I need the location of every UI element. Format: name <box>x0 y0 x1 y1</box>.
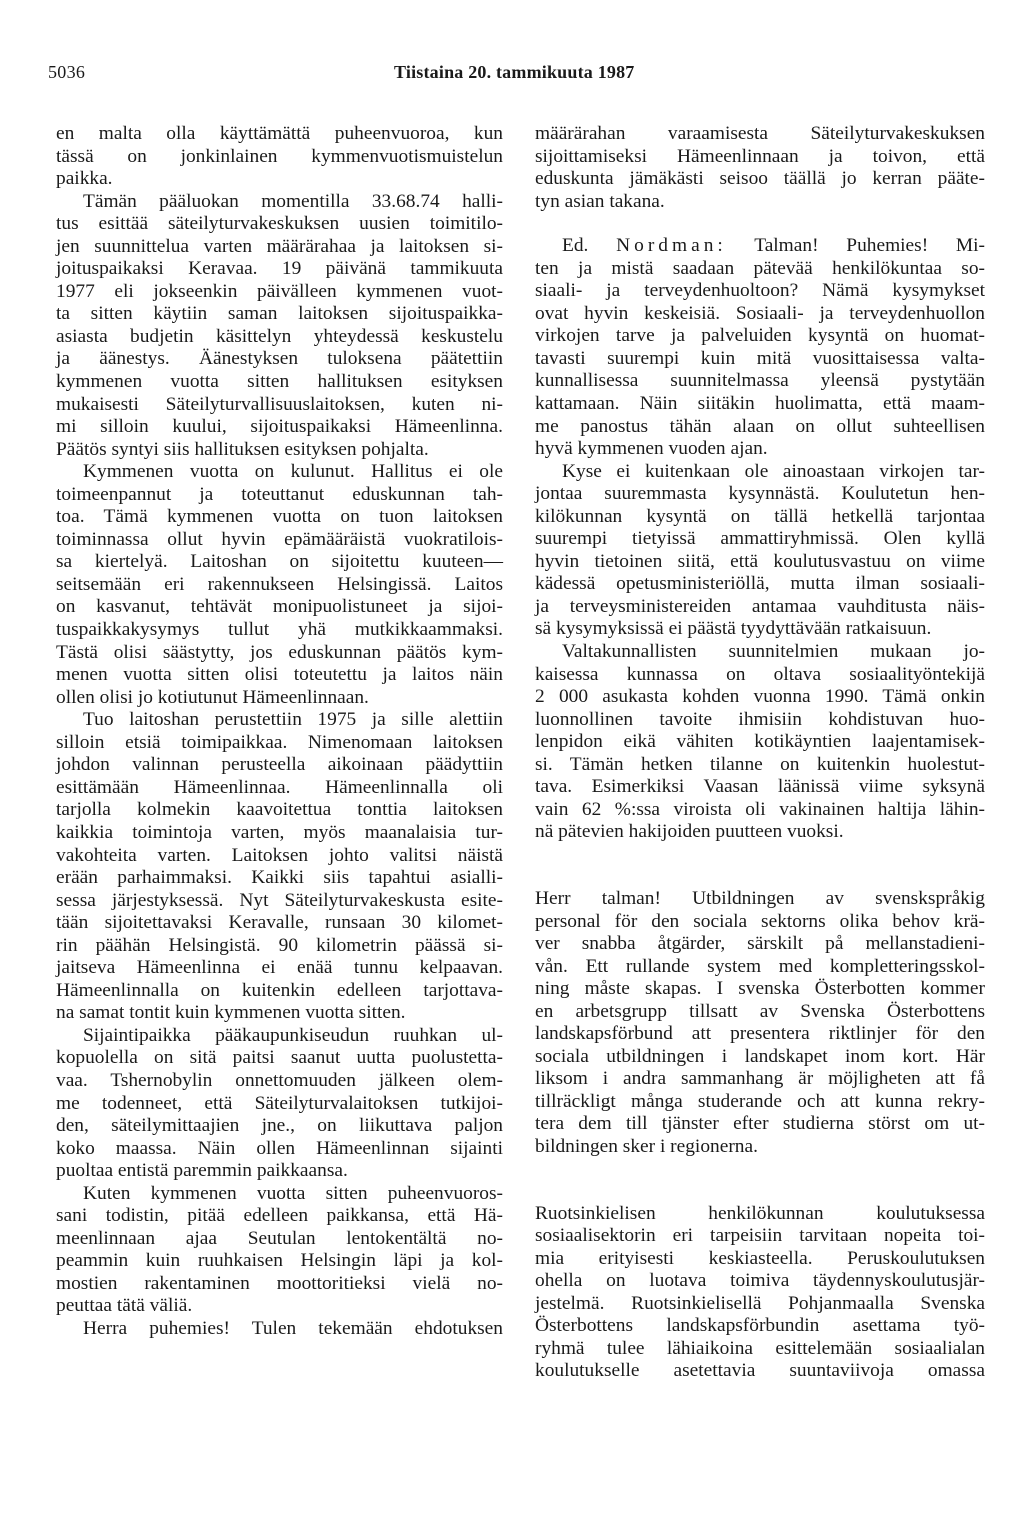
right-column <box>535 123 985 1383</box>
text-line: on kasvanut, tehtävät monipuolistuneet ja sijoi- <box>56 596 503 618</box>
header-date: Tiistaina 20. tammikuuta 1987 <box>394 62 635 82</box>
text-line: tera dem till tjänster efter studierna störst om ut- <box>535 1113 985 1135</box>
page-header <box>48 62 973 88</box>
text-line: kymmenen vuotta sitten hallituksen esityksen <box>56 371 503 393</box>
text-line: meenlinnaan ajaa Seutulan lentokentältä no- <box>56 1227 503 1249</box>
text-line: lenpidon eikä vähiten kotikäyntien laajentamisek- <box>535 731 985 753</box>
text-line: erään parhaimmaksi. Kaikki siis tapahtui asialli- <box>56 867 503 889</box>
text-line: tillräckligt många studerande och att kunna rekry- <box>535 1090 985 1112</box>
text-line: tyn asian takana. <box>535 190 665 212</box>
text-line: kaisessa kunnassa on oltava sosiaalityöntekijä <box>535 663 985 685</box>
text-line: personal för den sociala sektorns olika behov krä- <box>535 910 985 932</box>
text-line: toiminnassa ollut hyvin epämääräistä vuokratilois- <box>56 528 503 550</box>
text-line: jaitseva Hämeenlinna ei enää tunnu kelpaavan. <box>56 957 503 979</box>
text-line: Herra puhemies! Tulen tekemään ehdotuksen <box>83 1317 503 1339</box>
speaker-name: Nordman: <box>616 235 727 257</box>
text-line: Kyse ei kuitenkaan ole ainoastaan virkojen tar- <box>562 460 985 482</box>
text-line: ta sitten käytiin saman laitoksen sijoituspaikka- <box>56 303 503 325</box>
text-line: virkojen tarve ja palveluiden kysyntä on huomat- <box>535 325 985 347</box>
text-line: landskapsförbund att presentera riktlinjer för den <box>535 1023 985 1045</box>
text-line: Herr talman! Utbildningen av svenskspråkig <box>535 887 985 909</box>
speech-opening: Talman! Puhemies! Mi- <box>754 235 985 257</box>
text-line: tuspaikkakysymys tullut yhä mutkikkaammaksi. <box>56 619 503 641</box>
text-line: tava. Esimerkiksi Vaasan läänissä viime syksynä <box>535 776 985 798</box>
text-line: Sijaintipaikka pääkaupunkiseudun ruuhkan ul- <box>83 1024 503 1046</box>
text-line: kaikkia toimintoja varten, myös maanalaisia tur- <box>56 821 503 843</box>
text-line: Kymmenen vuotta on kulunut. Hallitus ei ole <box>83 461 503 483</box>
text-line: koko maassa. Näin ollen Hämeenlinnan sijainti <box>56 1137 503 1159</box>
text-line: puoltaa entistä paremmin paikkaansa. <box>56 1160 348 1182</box>
text-line: na samat tontit kuin kymmenen vuotta sitten. <box>56 1002 406 1024</box>
speaker-prefix: Ed. <box>562 235 589 257</box>
text-line: sosiaalisektorin eri tarpeisiin tarvitaan nopeita toi- <box>535 1225 985 1247</box>
text-line: Österbottens landskapsförbundin asettama työ- <box>535 1315 985 1337</box>
text-line: mi silloin kuului, sijoituspaikaksi Hämeenlinna. <box>56 416 503 438</box>
text-line: ollen olisi jo kotiutunut Hämeenlinnaan. <box>56 686 369 708</box>
text-line: kilökunnan kysyntä on tällä hetkellä tarjontaa <box>535 505 985 527</box>
speaker-line <box>535 235 985 258</box>
text-line: mukaisesti Säteilyturvallisuuslaitoksen, kuten ni- <box>56 393 503 415</box>
text-line: kunnallisessa suunnitelmassa yleensä pystytään <box>535 370 985 392</box>
page-number: 5036 <box>48 62 86 82</box>
text-line: suurempi tietyissä ammattiryhmissä. Olen kyllä <box>535 528 985 550</box>
text-line: sa kiertelyä. Laitoshan on sijoitettu kuuteen— <box>56 551 503 573</box>
text-line: tus esittää säteilyturvakeskuksen uusien toimitilo- <box>56 213 503 235</box>
text-line: sani todistin, pitää edelleen paikkansa, että Hä- <box>56 1205 503 1227</box>
left-column <box>56 123 503 1341</box>
text-line: jestelmä. Ruotsinkielisellä Pohjanmaalla Svenska <box>535 1292 985 1314</box>
text-line: rin päähän Helsingistä. 90 kilometrin päässä si- <box>56 934 503 956</box>
text-line: toimeenpannut ja toteuttanut eduskunnan tah- <box>56 483 503 505</box>
text-line: vakohteita varten. Laitoksen johto valitsi näistä <box>56 844 503 866</box>
text-line: ryhmä tulee lähiaikoina esittelemään sosiaalialan <box>535 1337 985 1359</box>
text-line: esittämään Hämeenlinnaa. Hämeenlinnalla oli <box>56 776 503 798</box>
paragraph-gap <box>535 213 985 235</box>
text-line: en malta olla käyttämättä puheenvuoroa, kun <box>56 123 503 144</box>
text-line: Päätös syntyi siis hallituksen esityksen pohjalta. <box>56 438 429 460</box>
text-line: siaali- ja terveydenhuoltoon? Nämä kysymykset <box>535 280 985 302</box>
text-line: Kuten kymmenen vuotta sitten puheenvuoros- <box>83 1182 503 1204</box>
text-line: 1977 eli jokseenkin päivälleen kymmenen vuot- <box>56 280 503 302</box>
text-line: mia erityisesti keskiasteella. Peruskoulutuksen <box>535 1247 985 1269</box>
text-line: ovat hyvin keskeisiä. Sosiaali- ja terveydenhuollon <box>535 302 985 324</box>
text-line: en arbetsgrupp tillsatt av Svenska Österbottens <box>535 1000 985 1022</box>
text-line: 2 000 asukasta kohden vuonna 1990. Tämä onkin <box>535 686 985 708</box>
text-line: menen vuotta sitten olisi toteutettu ja laitos näin <box>56 664 503 686</box>
text-line: eduskunta jämäkästi seisoo täällä jo kerran pääte- <box>535 168 985 190</box>
text-line: luonnollinen tavoite ihmisiin kohdistuvan huo- <box>535 708 985 730</box>
text-line: sä kysymyksissä ei päästä tyydyttävään ratkaisuun. <box>535 618 932 640</box>
text-line: ten ja mistä saadaan pätevää henkilökuntaa so- <box>535 257 985 279</box>
text-line: ver snabba åtgärder, särskilt på mellanstadieni- <box>535 933 985 955</box>
paragraph-gap <box>535 1159 985 1203</box>
text-line: peammin kuin ruuhkaisen Helsingin läpi ja kol- <box>56 1250 503 1272</box>
text-line: jen suunnittelua varten määrärahaa ja laitoksen si- <box>56 235 503 257</box>
text-line: tavasti suurempi kuin mitä vuosittaisessa valta- <box>535 347 985 369</box>
text-line: Hämeenlinnalla on kuitenkin edelleen tarjottava- <box>56 979 503 1001</box>
text-line: me todenneet, että Säteilyturvalaitoksen tutkijoi- <box>56 1092 503 1114</box>
text-line: peuttaa tätä väliä. <box>56 1295 193 1317</box>
text-line: Tämän pääluokan momentilla 33.68.74 halli- <box>83 190 503 212</box>
text-line: Tästä olisi säästytty, jos eduskunnan päätös kym- <box>56 641 503 663</box>
text-line: koulutukselle asetettavia suuntaviivoja omassa <box>535 1360 985 1382</box>
text-line: hyvin tietoinen siitä, että koulutusvastuu on viime <box>535 550 985 572</box>
text-line: tarjolla kolmekin kaavoitettua tonttia laitoksen <box>56 799 503 821</box>
text-line: Ruotsinkielisen henkilökunnan koulutuksessa <box>535 1202 985 1224</box>
text-line: Tuo laitoshan perustettiin 1975 ja sille alettiin <box>83 709 503 731</box>
text-line: määrärahan varaamisesta Säteilyturvakeskuksen <box>535 123 985 144</box>
text-line: Valtakunnallisten suunnitelmien mukaan jo- <box>562 641 985 663</box>
text-line: ohella on luotava toimiva täydennyskoulutusjär- <box>535 1270 985 1292</box>
text-line: hyvä kymmenen vuoden ajan. <box>535 438 768 460</box>
text-line: bildningen sker i regionerna. <box>535 1135 758 1157</box>
text-line: sociala utbildningen i landskapet inom kort. Här <box>535 1045 985 1067</box>
paragraph-gap <box>535 844 985 888</box>
text-line: liksom i andra sammanhang är möjligheten att få <box>535 1068 985 1090</box>
text-line: vaa. Tshernobylin onnettomuuden jälkeen olem- <box>56 1069 503 1091</box>
text-line: kopuolella on sitä paitsi saanut uutta puolustetta- <box>56 1047 503 1069</box>
text-line: toa. Tämä kymmenen vuotta on tuon laitoksen <box>56 506 503 528</box>
text-line: asiasta budjetin käsittelyn yhteydessä keskustelu <box>56 325 503 347</box>
text-line: vain 62 %:ssa viroista oli vakinainen haltija lähin- <box>535 798 985 820</box>
text-line: paikka. <box>56 168 113 190</box>
text-line: ning måste skapas. I svenska Österbotten kommer <box>535 978 985 1000</box>
text-line: nä pätevien hakijoiden puutteen vuoksi. <box>535 821 844 843</box>
text-line: mostien rakentaminen moottoritieksi vielä no- <box>56 1272 503 1294</box>
text-line: me panostus tähän alaan on ollut suhteellisen <box>535 415 985 437</box>
text-line: ja äänestys. Äänestyksen tuloksena päätettiin <box>56 348 503 370</box>
text-line: kattamaan. Näin siitäkin huolimatta, että maam- <box>535 393 985 415</box>
text-line: si. Tämän hetken tilanne on kuitenkin huolestut- <box>535 753 985 775</box>
text-line: den, säteilymittaajien jne., on liikuttava paljon <box>56 1115 503 1137</box>
text-line: sessa järjestyksessä. Nyt Säteilyturvakeskusta esite- <box>56 889 503 911</box>
text-line: vån. Ett rullande system med kompletteringsskol- <box>535 955 985 977</box>
text-line: tässä on jonkinlainen kymmenvuotismuistelun <box>56 145 503 167</box>
text-line: jontaa suuremmasta kysynnästä. Koulutetun hen- <box>535 483 985 505</box>
text-line: kädessä opetusministeriöllä, mutta ilman sosiaali- <box>535 573 985 595</box>
text-line: tään sijoitettavaksi Keravalle, runsaan 30 kilomet- <box>56 912 503 934</box>
text-line: johdon valinnan perusteella aikoinaan päädyttiin <box>56 754 503 776</box>
text-line: silloin etsiä toimipaikkaa. Nimenomaan laitoksen <box>56 731 503 753</box>
text-line: joituspaikaksi Keravaa. 19 päivänä tammikuuta <box>56 258 503 280</box>
text-line: ja terveysministereiden antamaa vauhditusta näis- <box>535 595 985 617</box>
text-line: sijoittamiseksi Hämeenlinnaan ja toivon, että <box>535 145 985 167</box>
text-line: seitsemään eri rakennukseen Helsingissä. Laitos <box>56 573 503 595</box>
